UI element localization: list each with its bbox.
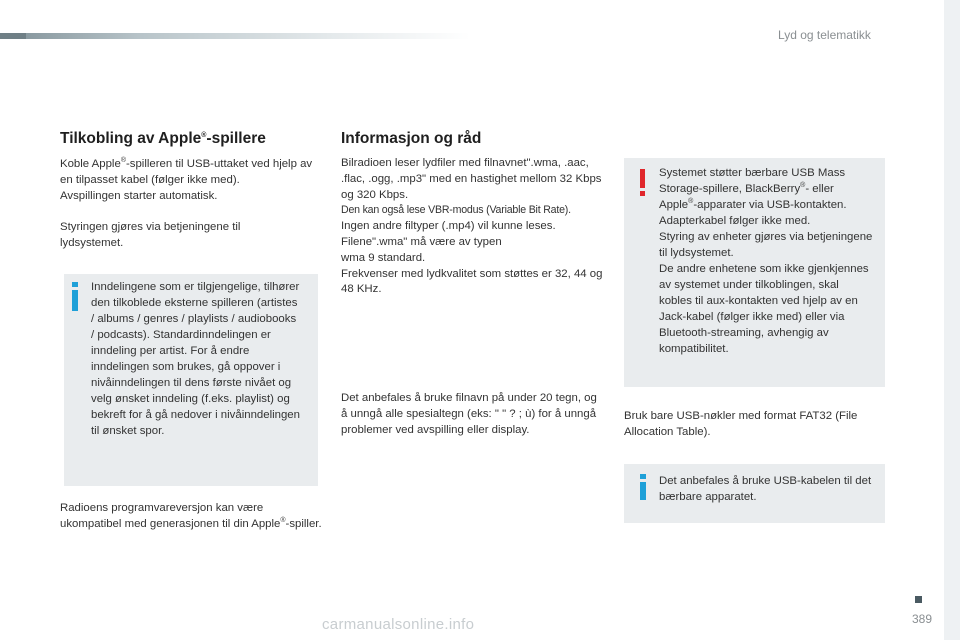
apple-info-text: Inndelingene som er tilgjengelige, tilhører den tilkoblede eksterne spilleren (artistes / albums / genres / playlists / audiobooks / podcasts). Standardinndelingen er inndeling per artist. For å endre inndelingen som brukes, gå oppover i nivåinndelingen til dens første nivået og velg ønsket inndeling (f.eks. playlist) og bekreft for å gå nedover i nivåinndelingen til ønsket spor. <box>91 281 300 437</box>
watermark: carmanualsonline.info <box>322 616 475 633</box>
apple-paragraph-1 <box>60 157 322 204</box>
warn-text-b: - eller Apple <box>659 183 834 211</box>
info-paragraph-2: Det anbefales å bruke filnavn på under 20 tegn, og å unngå alle spesialtegn (eks: " " ? ; ù) for å unngå problemer ved avspilling eller display. <box>341 392 597 436</box>
info-paragraph-1 <box>341 156 603 298</box>
info-p1-filetypes: Ingen andre filtyper (.mp4) vil kunne leses. <box>341 220 556 233</box>
info-p1-wma: Filene".wma" må være av typen <box>341 235 502 248</box>
info-p1-formats: Bilradioen leser lydfiler med filnavnet".wma, .aac, .flac, .ogg, .mp3" med en hastighet mellom 32 Kbps og 320 Kbps. <box>341 157 602 201</box>
apple-p1-text-a: Koble Apple <box>60 158 121 170</box>
header-decoration-bar <box>0 33 470 39</box>
apple-p3-reg: ® <box>280 517 286 524</box>
page-number: 389 <box>912 612 933 626</box>
apple-section-title <box>60 130 266 148</box>
info-p1-vbr: Den kan også lese VBR-modus (Variable Bit Rate). <box>341 204 571 217</box>
apple-title-main: Tilkobling av Apple <box>60 130 202 147</box>
apple-p1-text-b: -spilleren til USB-uttaket ved hjelp av en tilpasset kabel (følger ikke med). <box>60 158 313 186</box>
usb-warning-text <box>659 165 873 357</box>
apple-title-end: -spillere <box>206 130 266 147</box>
warn-text-d: Styring av enheter gjøres via betjeningene til lydsystemet. <box>659 231 873 259</box>
header-decoration-accent <box>0 33 26 39</box>
apple-p3-text-a: Radioens programvareversjon kan være ukompatibel med generasjonen til din Apple <box>60 502 281 530</box>
apple-paragraph-3 <box>60 501 322 533</box>
warn-text-a: Systemet støtter bærbare USB Mass Storage-spillere, BlackBerry <box>659 167 846 195</box>
info-p1-wma-standard: wma 9 standard. <box>341 251 426 264</box>
apple-title-reg: ® <box>201 131 207 139</box>
usb-cable-info-text: Det anbefales å bruke USB-kabelen til det bærbare apparatet. <box>659 475 872 503</box>
info-p1-frequencies: Frekvenser med lydkvalitet som støttes er 32, 44 og 48 KHz. <box>341 267 603 296</box>
warn-reg-1: ® <box>800 182 806 190</box>
section-label: Lyd og telematikk <box>778 28 871 42</box>
apple-p3-text-b: -spiller. <box>285 517 322 530</box>
info-icon <box>640 482 646 500</box>
info-icon <box>72 290 78 311</box>
apple-p1-text-c: Avspillingen starter automatisk. <box>60 189 218 202</box>
page-marker <box>915 596 922 603</box>
apple-p1-reg: ® <box>120 157 126 165</box>
warning-icon <box>640 169 645 188</box>
page-edge-strip <box>944 0 960 640</box>
apple-paragraph-2: Styringen gjøres via betjeningene til lydsystemet. <box>60 221 241 249</box>
info-section-title: Informasjon og råd <box>341 130 482 147</box>
warn-reg-2: ® <box>688 198 694 206</box>
usb-format-paragraph: Bruk bare USB-nøkler med format FAT32 (File Allocation Table). <box>624 410 858 438</box>
warn-text-c: -apparater via USB-kontakten. Adapterkabel følger ikke med. <box>659 199 847 227</box>
warn-text-e: De andre enhetene som ikke gjenkjennes av systemet under tilkoblingen, skal kobles til aux-kontakten ved hjelp av en Jack-kabel (følger ikke med) eller via Bluetooth-streaming, avhengig av kompatibilitet. <box>659 263 869 355</box>
